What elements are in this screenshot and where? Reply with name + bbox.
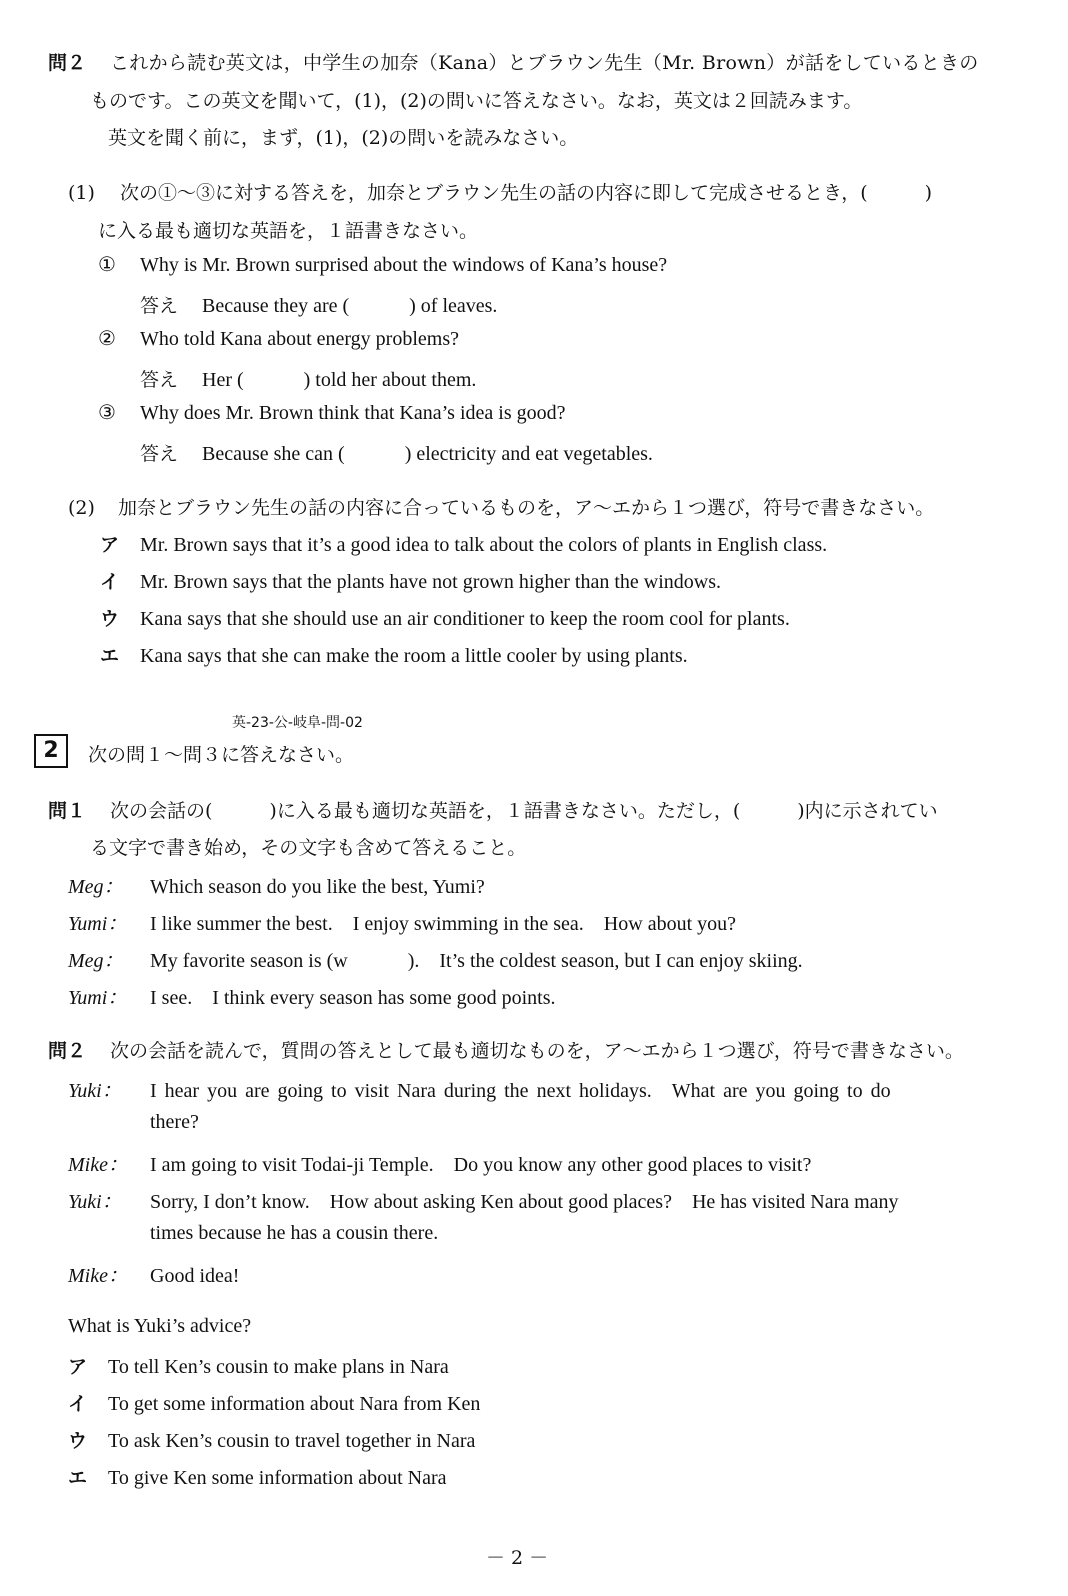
dialog-text: Which season do you like the best, Yumi? <box>150 876 485 898</box>
speaker-name: Yuki： <box>68 1080 122 1102</box>
s2-q2-dialog-1-cont: there? <box>150 1111 199 1133</box>
q2-item-1-answer-label: 答え <box>140 296 179 317</box>
q2-item-1-num: ① <box>98 254 116 276</box>
s2-q2-dialog-3-cont: times because he has a cousin there. <box>150 1222 439 1244</box>
choice-text: To get some information about Nara from Ken <box>108 1393 481 1415</box>
q2-item-2-question <box>98 326 459 351</box>
speaker-name: Yuki： <box>68 1191 122 1213</box>
q2-part1-line2: に入る最も適切な英語を，１語書きなさい。 <box>98 220 479 242</box>
s2-q2-dialog-1 <box>68 1074 891 1103</box>
q2-part1-label: (1) <box>68 182 95 204</box>
choice-text: To tell Ken’s cousin to make plans in Nara <box>108 1356 449 1378</box>
s2-q2-choice-e <box>68 1463 447 1490</box>
q2-choice-u-mark: ウ <box>100 609 120 630</box>
q2-item-3-answer-text: Because she can ( ) electricity and eat vegetables. <box>202 443 653 465</box>
section-instruction: 次の問１～問３に答えなさい。 <box>88 744 355 766</box>
q2-item-1-question <box>98 252 667 277</box>
q2-choice-u <box>100 604 790 631</box>
speaker-name: Yumi： <box>68 913 128 935</box>
dialog-text: I like summer the best. I enjoy swimming in the sea. How about you? <box>150 913 737 935</box>
q2-choice-i-mark: イ <box>100 572 120 593</box>
s2-q2-choice-u <box>68 1426 475 1453</box>
q2-choice-a <box>100 530 827 557</box>
section-code: 英-23-公-岐阜-問-02 <box>232 715 363 731</box>
s2-q1-line1 <box>48 796 938 823</box>
q2-part2-line <box>68 493 934 520</box>
q2-item-1-answer-text: Because they are ( ) of leaves. <box>202 295 498 317</box>
s2-q2-choice-i <box>68 1389 480 1416</box>
s2-q1-text1: 次の会話の( )に入る最も適切な英語を，１語書きなさい。ただし，( )内に示されてい <box>110 800 938 822</box>
q2-intro-line1: これから読む英文は，中学生の加奈（Kana）とブラウン先生（Mr. Brown）が話をしているときの <box>110 52 979 74</box>
q2-part1-text1: 次の①～③に対する答えを，加奈とブラウン先生の話の内容に即して完成させるとき，( ) <box>120 182 933 204</box>
s2-q2-dialog-4 <box>68 1259 239 1288</box>
s2-q1-label: 問１ <box>48 800 87 822</box>
dialog-text: My favorite season is (w ). It’s the coldest season, but I can enjoy skiing. <box>150 950 803 972</box>
q2-part2-label: (2) <box>68 497 95 519</box>
dialog-text: Good idea! <box>150 1265 240 1287</box>
dialog-text: I hear you are going to visit Nara during the next holidays. What are you going to do <box>150 1080 891 1102</box>
q2-intro-line2: ものです。この英文を聞いて，(1)，(2)の問いに答えなさい。なお，英文は２回読みます。 <box>90 90 863 112</box>
q2-item-3-answer-label: 答え <box>140 444 179 465</box>
choice-mark: イ <box>68 1394 88 1415</box>
speaker-name: Meg： <box>68 950 124 972</box>
choice-mark: ア <box>68 1357 88 1378</box>
q2-item-2-answer-text: Her ( ) told her about them. <box>202 369 477 391</box>
q2-choice-e-mark: エ <box>100 646 120 667</box>
q2-item-2-question-text: Who told Kana about energy problems? <box>140 328 459 350</box>
q2-heading-line1 <box>48 48 979 75</box>
s2-q2-line1 <box>48 1036 964 1063</box>
s2-q2-dialog-2 <box>68 1148 811 1177</box>
q2-item-1-answer <box>140 289 497 318</box>
s2-q1-dialog-3 <box>68 944 803 973</box>
dialog-text: Sorry, I don’t know. How about asking Ken about good places? He has visited Nara many <box>150 1191 899 1213</box>
q2-item-1-question-text: Why is Mr. Brown surprised about the windows of Kana’s house? <box>140 254 668 276</box>
speaker-name: Mike： <box>68 1265 128 1287</box>
q2-item-3-answer <box>140 437 653 466</box>
q2-choice-e <box>100 641 688 668</box>
s2-q2-text1: 次の会話を読んで，質問の答えとして最も適切なものを，ア～エから１つ選び，符号で書きなさい。 <box>110 1040 964 1062</box>
q2-choice-e-text: Kana says that she can make the room a little cooler by using plants. <box>140 645 688 667</box>
q2-item-3-question <box>98 400 566 425</box>
q2-item-3-num: ③ <box>98 402 116 424</box>
s2-q1-line2: る文字で書き始め，その文字も含めて答えること。 <box>90 837 527 859</box>
q2-part2-text: 加奈とブラウン先生の話の内容に合っているものを，ア～エから１つ選び，符号で書きなさい。 <box>118 497 935 519</box>
q2-choice-i-text: Mr. Brown says that the plants have not grown higher than the windows. <box>140 571 722 593</box>
speaker-name: Mike： <box>68 1154 128 1176</box>
choice-mark: ウ <box>68 1431 88 1452</box>
section-number-box: 2 <box>34 734 68 768</box>
q2-item-2-num: ② <box>98 328 116 350</box>
q2-part1-line1 <box>68 178 932 205</box>
page-number: － 2 － <box>486 1547 549 1569</box>
s2-q2-choice-a <box>68 1352 449 1379</box>
s2-q1-dialog-4 <box>68 981 555 1010</box>
s2-q2-dialog-3 <box>68 1185 899 1214</box>
q2-choice-a-mark: ア <box>100 535 120 556</box>
q2-choice-a-text: Mr. Brown says that it’s a good idea to talk about the colors of plants in English class. <box>140 534 828 556</box>
s2-q2-question: What is Yuki’s advice? <box>68 1315 252 1337</box>
q2-choice-u-text: Kana says that she should use an air conditioner to keep the room cool for plants. <box>140 608 790 630</box>
speaker-name: Meg： <box>68 876 124 898</box>
q2-item-3-question-text: Why does Mr. Brown think that Kana’s idea is good? <box>140 402 566 424</box>
s2-q2-label: 問２ <box>48 1040 87 1062</box>
dialog-text: I am going to visit Todai-ji Temple. Do you know any other good places to visit? <box>150 1154 812 1176</box>
q2-item-2-answer <box>140 363 476 392</box>
q2-item-2-answer-label: 答え <box>140 370 179 391</box>
q2-intro-line3: 英文を聞く前に，まず，(1)，(2)の問いを読みなさい。 <box>108 127 579 149</box>
s2-q1-dialog-2 <box>68 907 736 936</box>
choice-text: To ask Ken’s cousin to travel together in Nara <box>108 1430 476 1452</box>
q2-label: 問２ <box>48 52 87 74</box>
choice-mark: エ <box>68 1468 88 1489</box>
speaker-name: Yumi： <box>68 987 128 1009</box>
choice-text: To give Ken some information about Nara <box>108 1467 447 1489</box>
q2-choice-i <box>100 567 721 594</box>
dialog-text: I see. I think every season has some good points. <box>150 987 556 1009</box>
s2-q1-dialog-1 <box>68 870 485 899</box>
